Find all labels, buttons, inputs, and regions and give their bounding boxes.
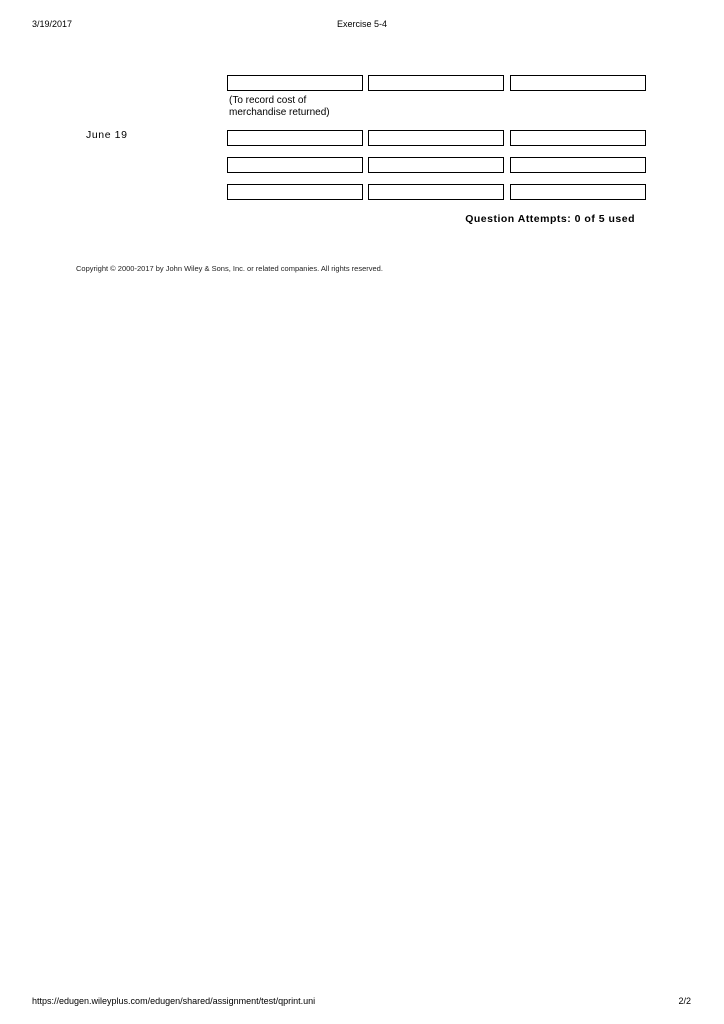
entry-explanation-line: (To record cost of <box>229 95 307 106</box>
question-attempts: Question Attempts: 0 of 5 used <box>465 213 635 225</box>
credit-field[interactable] <box>510 184 646 200</box>
credit-field[interactable] <box>510 75 646 91</box>
print-date: 3/19/2017 <box>32 19 73 29</box>
debit-field[interactable] <box>368 184 504 200</box>
page-number: 2/2 <box>678 996 691 1006</box>
entry-explanation-line: merchandise returned) <box>229 107 330 118</box>
footer-url: https://edugen.wileyplus.com/edugen/shared/assignment/test/qprint.uni <box>32 996 316 1006</box>
account-field[interactable] <box>227 157 363 173</box>
page-title: Exercise 5-4 <box>336 19 388 29</box>
account-field[interactable] <box>227 75 363 91</box>
account-field[interactable] <box>227 130 363 146</box>
credit-field[interactable] <box>510 157 646 173</box>
debit-field[interactable] <box>368 130 504 146</box>
account-field[interactable] <box>227 184 363 200</box>
debit-field[interactable] <box>368 75 504 91</box>
credit-field[interactable] <box>510 130 646 146</box>
entry-date: June 19 <box>86 129 128 141</box>
copyright-notice: Copyright © 2000-2017 by John Wiley & Sons, Inc. or related companies. All rights reserved. <box>76 264 383 273</box>
entry-explanation <box>229 95 369 119</box>
debit-field[interactable] <box>368 157 504 173</box>
